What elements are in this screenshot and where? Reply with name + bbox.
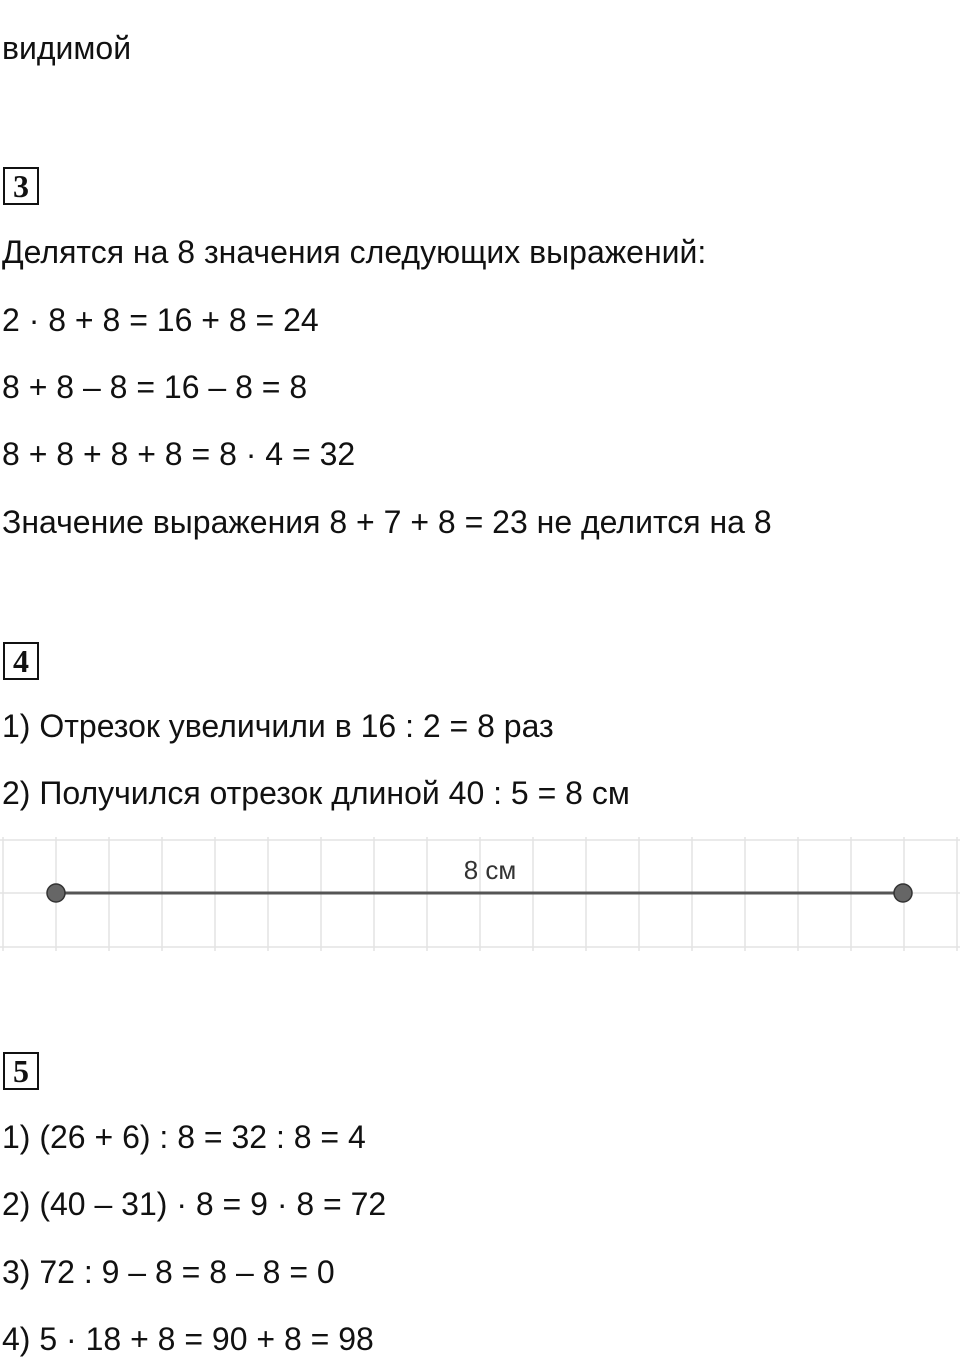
segment-end-point bbox=[894, 884, 912, 902]
task-5-line-4: 4) 5 · 18 + 8 = 90 + 8 = 98 bbox=[2, 1321, 374, 1357]
task-3-line-4: 8 + 8 + 8 + 8 = 8 · 4 = 32 bbox=[2, 436, 356, 472]
task-3-line-3: 8 + 8 – 8 = 16 – 8 = 8 bbox=[2, 369, 308, 405]
task-4-number-box: 4 bbox=[3, 642, 39, 680]
task-3-number-box: 3 bbox=[3, 167, 39, 205]
top-text: видимой bbox=[2, 30, 132, 66]
segment-length-label: 8 см bbox=[463, 855, 517, 885]
task-4-line-2: 2) Получился отрезок длиной 40 : 5 = 8 см bbox=[2, 775, 630, 811]
task-5-line-1: 1) (26 + 6) : 8 = 32 : 8 = 4 bbox=[2, 1119, 366, 1155]
task-5-number-box: 5 bbox=[3, 1052, 39, 1090]
task-5-line-2: 2) (40 – 31) · 8 = 9 · 8 = 72 bbox=[2, 1186, 387, 1222]
task-3-line-1: Делятся на 8 значения следующих выражений: bbox=[2, 234, 707, 270]
task-5-line-3: 3) 72 : 9 – 8 = 8 – 8 = 0 bbox=[2, 1254, 335, 1290]
segment-start-point bbox=[47, 884, 65, 902]
task-3-line-5: Значение выражения 8 + 7 + 8 = 23 не делится на 8 bbox=[2, 504, 772, 540]
task-3-line-2: 2 · 8 + 8 = 16 + 8 = 24 bbox=[2, 302, 319, 338]
segment-grid bbox=[0, 835, 960, 955]
task-4-line-1: 1) Отрезок увеличили в 16 : 2 = 8 раз bbox=[2, 708, 554, 744]
segment-drawing bbox=[0, 835, 960, 955]
